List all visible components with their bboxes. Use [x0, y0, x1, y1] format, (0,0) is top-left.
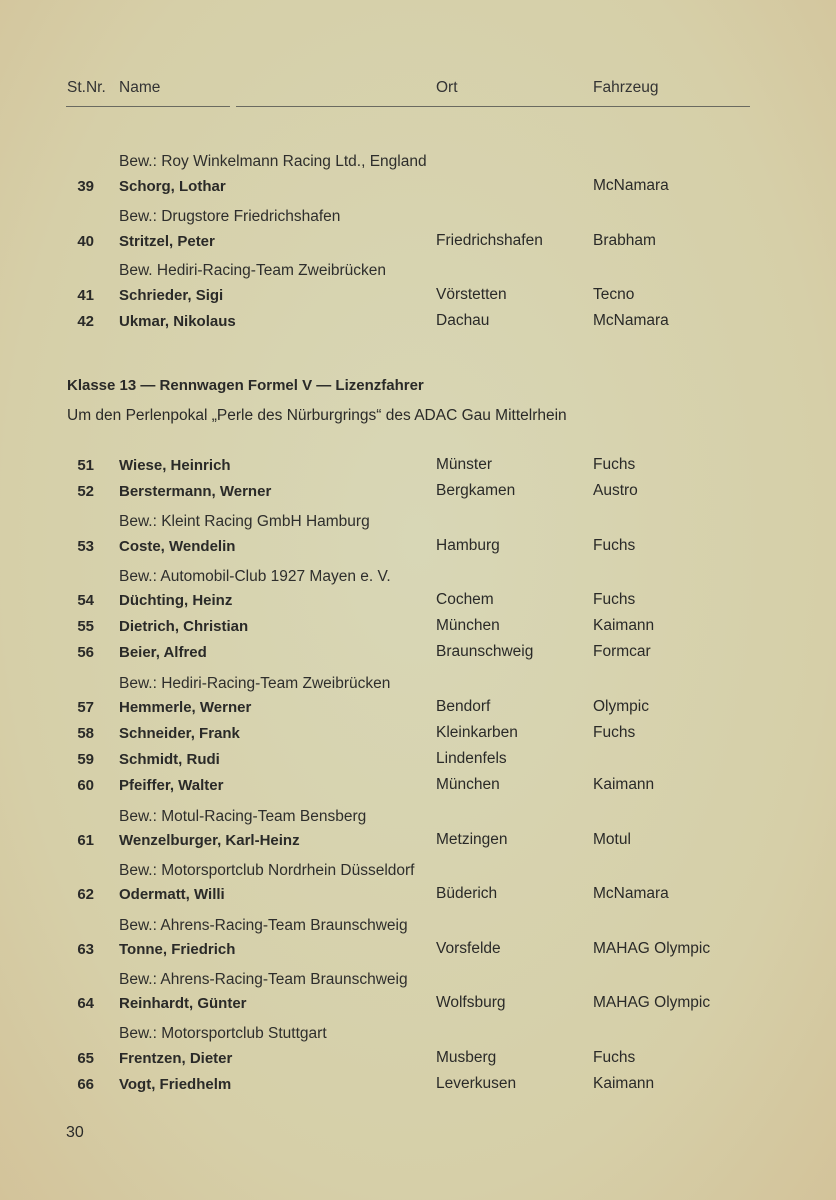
entry-number: 63	[77, 941, 94, 958]
vehicle: MAHAG Olympic	[593, 940, 711, 957]
vehicle: Kaimann	[593, 1075, 655, 1092]
driver-name: Düchting, Heinz	[119, 592, 233, 609]
entry-number: 39	[77, 178, 94, 195]
entry-number: 60	[77, 777, 94, 794]
vehicle: McNamara	[593, 177, 669, 194]
driver-name: Dietrich, Christian	[119, 618, 249, 635]
class-subtitle: Um den Perlenpokal „Perle des Nürburgrings“ des ADAC Gau Mittelrhein	[67, 407, 567, 424]
entry-number: 65	[77, 1050, 94, 1067]
entry-number: 51	[77, 457, 94, 474]
driver-name: Wenzelburger, Karl-Heinz	[119, 832, 300, 849]
entrant-line: Bew.: Ahrens-Racing-Team Braunschweig	[119, 971, 408, 988]
entry-number: 55	[77, 618, 94, 635]
vehicle: Olympic	[593, 698, 649, 715]
vehicle: Fuchs	[593, 591, 636, 608]
vehicle: Tecno	[593, 286, 635, 303]
page-number: 30	[66, 1124, 84, 1141]
vehicle: Fuchs	[593, 537, 636, 554]
driver-name: Pfeiffer, Walter	[119, 777, 224, 794]
driver-name: Hemmerle, Werner	[119, 699, 252, 716]
header-fahrzeug: Fahrzeug	[593, 79, 659, 96]
driver-town: München	[436, 617, 500, 634]
driver-name: Wiese, Heinrich	[119, 457, 231, 474]
entry-number: 58	[77, 725, 94, 742]
driver-town: Kleinkarben	[436, 724, 518, 741]
entry-number: 42	[77, 313, 94, 330]
entry-number: 40	[77, 233, 94, 250]
entry-number: 59	[77, 751, 94, 768]
driver-name: Tonne, Friedrich	[119, 941, 236, 958]
driver-town: Dachau	[436, 312, 490, 329]
entry-number: 52	[77, 483, 94, 500]
entrant-line: Bew.: Drugstore Friedrichshafen	[119, 208, 341, 225]
entry-number: 54	[77, 592, 94, 609]
entrant-line: Bew.: Roy Winkelmann Racing Ltd., England	[119, 153, 427, 170]
entry-number: 64	[77, 995, 94, 1012]
driver-town: München	[436, 776, 500, 793]
driver-name: Schmidt, Rudi	[119, 751, 220, 768]
vehicle: Austro	[593, 482, 638, 499]
driver-town: Münster	[436, 456, 492, 473]
driver-town: Cochem	[436, 591, 494, 608]
entrant-line: Bew.: Hediri-Racing-Team Zweibrücken	[119, 675, 391, 692]
vehicle: MAHAG Olympic	[593, 994, 711, 1011]
entrant-line: Bew.: Ahrens-Racing-Team Braunschweig	[119, 917, 408, 934]
vehicle: McNamara	[593, 312, 669, 329]
vehicle: Brabham	[593, 232, 656, 249]
vehicle: Kaimann	[593, 617, 655, 634]
driver-town: Friedrichshafen	[436, 232, 543, 249]
driver-town: Bendorf	[436, 698, 491, 715]
driver-town: Büderich	[436, 885, 498, 902]
driver-town: Wolfsburg	[436, 994, 506, 1011]
driver-name: Odermatt, Willi	[119, 886, 225, 903]
driver-name: Reinhardt, Günter	[119, 995, 247, 1012]
driver-town: Bergkamen	[436, 482, 516, 499]
driver-name: Stritzel, Peter	[119, 233, 215, 250]
vehicle: Fuchs	[593, 456, 636, 473]
vehicle: Formcar	[593, 643, 651, 660]
entry-number: 41	[77, 287, 94, 304]
driver-name: Schorg, Lothar	[119, 178, 226, 195]
header-rule-right	[236, 106, 750, 107]
vehicle: Kaimann	[593, 776, 655, 793]
vehicle: McNamara	[593, 885, 669, 902]
entry-number: 61	[77, 832, 94, 849]
vehicle: Fuchs	[593, 724, 636, 741]
driver-town: Metzingen	[436, 831, 508, 848]
driver-town: Vorsfelde	[436, 940, 501, 957]
driver-town: Musberg	[436, 1049, 497, 1066]
vehicle: Fuchs	[593, 1049, 636, 1066]
driver-name: Berstermann, Werner	[119, 483, 272, 500]
driver-name: Schrieder, Sigi	[119, 287, 224, 304]
driver-town: Hamburg	[436, 537, 500, 554]
driver-town: Vörstetten	[436, 286, 507, 303]
driver-name: Schneider, Frank	[119, 725, 240, 742]
header-stnr: St.Nr.	[67, 79, 106, 96]
entry-number: 62	[77, 886, 94, 903]
driver-name: Beier, Alfred	[119, 644, 207, 661]
entrant-line: Bew.: Automobil-Club 1927 Mayen e. V.	[119, 568, 391, 585]
entry-number: 57	[77, 699, 94, 716]
entrant-line: Bew.: Motorsportclub Nordrhein Düsseldorf	[119, 862, 415, 879]
header-ort: Ort	[436, 79, 458, 96]
driver-name: Vogt, Friedhelm	[119, 1076, 232, 1093]
entrant-line: Bew. Hediri-Racing-Team Zweibrücken	[119, 262, 387, 279]
header-rule-left	[66, 106, 230, 107]
vehicle: Motul	[593, 831, 631, 848]
driver-town: Lindenfels	[436, 750, 507, 767]
driver-name: Coste, Wendelin	[119, 538, 236, 555]
entry-number: 53	[77, 538, 94, 555]
driver-name: Frentzen, Dieter	[119, 1050, 233, 1067]
entry-number: 66	[77, 1076, 94, 1093]
header-name: Name	[119, 79, 161, 96]
driver-name: Ukmar, Nikolaus	[119, 313, 236, 330]
entrant-line: Bew.: Kleint Racing GmbH Hamburg	[119, 513, 370, 530]
entrant-line: Bew.: Motul-Racing-Team Bensberg	[119, 808, 367, 825]
class-heading: Klasse 13 — Rennwagen Formel V — Lizenzfahrer	[67, 377, 424, 394]
driver-town: Braunschweig	[436, 643, 534, 660]
driver-town: Leverkusen	[436, 1075, 517, 1092]
entry-number: 56	[77, 644, 94, 661]
entrant-line: Bew.: Motorsportclub Stuttgart	[119, 1025, 327, 1042]
